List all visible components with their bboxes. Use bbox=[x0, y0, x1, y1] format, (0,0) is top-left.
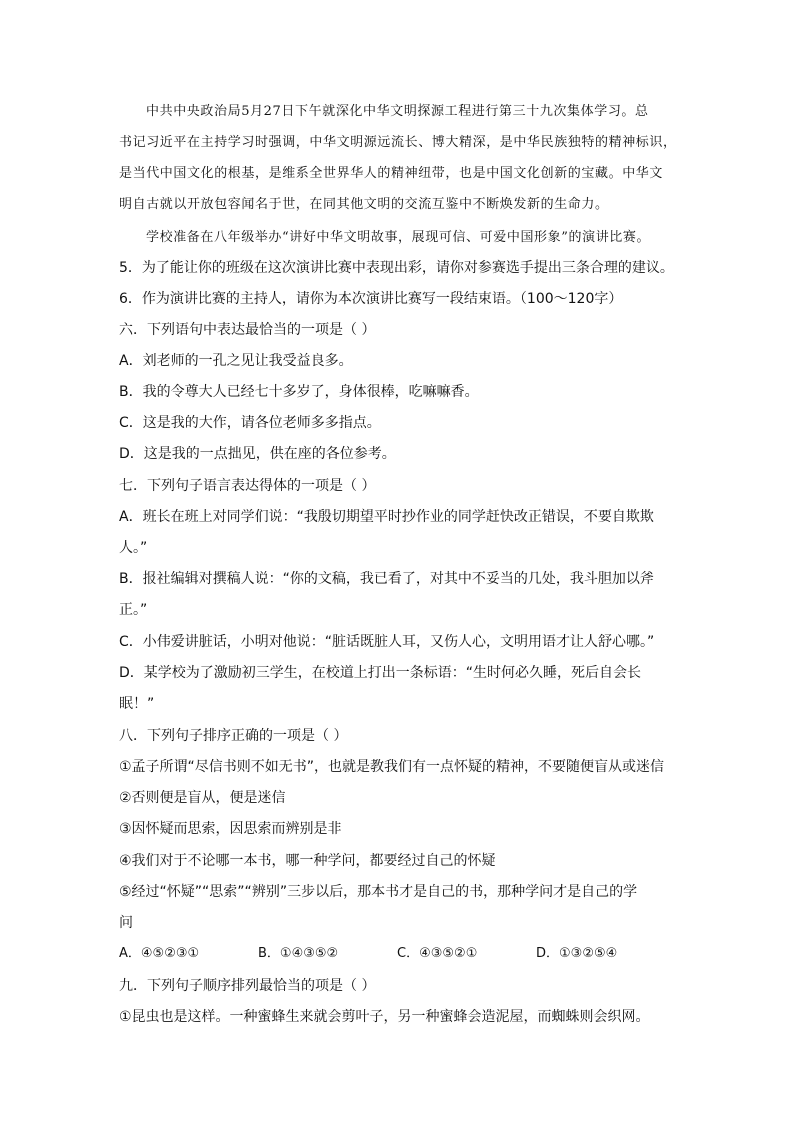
section-8-sentence-1: ①孟子所谓“尽信书则不如无书”，也就是教我们有一点怀疑的精神，不要随便盲从或迷信 bbox=[119, 759, 665, 775]
section-9-title: 九．下列句子顺序排列最恰当的项是（ ） bbox=[119, 978, 376, 994]
question-6: 6．作为演讲比赛的主持人，请你为本次演讲比赛写一段结束语。（100～120字） bbox=[119, 291, 623, 307]
section-8-sentence-5: ⑤经过“怀疑”“思索”“辨别”三步以后，那本书才是自己的书，那种学问才是自己的学 bbox=[119, 884, 638, 900]
section-7-option-b: B．报社编辑对撰稿人说：“你的文稿，我已看了，对其中不妥当的几处，我斗胆加以斧 bbox=[119, 571, 654, 587]
section-7-option-c: C．小伟爱讲脏话，小明对他说：“脏话既脏人耳，又伤人心，文明用语才让人舒心哪。” bbox=[119, 634, 655, 650]
question-5: 5．为了能让你的班级在这次演讲比赛中表现出彩，请你对参赛选手提出三条合理的建议。 bbox=[119, 260, 674, 276]
section-8-sentence-4: ④我们对于不论哪一本书，哪一种学问，都要经过自己的怀疑 bbox=[119, 853, 496, 869]
section-6-option-d: D．这是我的一点拙见，供在座的各位参考。 bbox=[119, 446, 396, 462]
section-8-option-d: D．①③②⑤④ bbox=[536, 946, 618, 961]
section-6-option-a: A．刘老师的一孔之见让我受益良多。 bbox=[119, 353, 353, 369]
passage-line-3: 是当代中国文化的根基，是维系全世界华人的精神纽带，也是中国文化创新的宝藏。中华文 bbox=[119, 166, 664, 181]
section-7-option-a: A．班长在班上对同学们说：“我殷切期望平时抄作业的同学赶快改正错误，不要自欺欺 bbox=[119, 509, 654, 525]
section-9-sentence-1: ①昆虫也是这样。一种蜜蜂生来就会剪叶子，另一种蜜蜂会造泥屋，而蜘蛛则会织网。 bbox=[119, 1009, 650, 1025]
passage-paragraph-2: 学校准备在八年级举办“讲好中华文明故事，展现可信、可爱中国形象”的演讲比赛。 bbox=[146, 230, 651, 245]
section-7-option-b-cont: 正。” bbox=[119, 602, 148, 618]
section-8-title: 八．下列句子排序正确的一项是（ ） bbox=[119, 728, 348, 744]
passage-line-2: 书记习近平在主持学习时强调，中华文明源远流长、博大精深，是中华民族独特的精神标识， bbox=[119, 135, 677, 150]
section-8-option-c: C．④③⑤②① bbox=[397, 946, 478, 961]
section-8-sentence-3: ③因怀疑而思索，因思索而辨别是非 bbox=[119, 821, 342, 837]
section-7-option-d: D．某学校为了激励初三学生，在校道上打出一条标语：“生时何必久睡，死后自会长 bbox=[119, 665, 642, 681]
section-7-option-d-cont: 眠！” bbox=[119, 696, 155, 712]
passage-line-4: 明自古就以开放包容闻名于世，在同其他文明的交流互鉴中不断焕发新的生命力。 bbox=[119, 197, 609, 212]
section-8-sentence-5-cont: 问 bbox=[119, 915, 133, 931]
section-7-title: 七．下列句子语言表达得体的一项是（ ） bbox=[119, 478, 376, 494]
section-8-option-a: A．④⑤②③① bbox=[119, 946, 200, 961]
section-7-option-a-cont: 人。” bbox=[119, 540, 148, 556]
section-8-option-b: B．①④③⑤② bbox=[258, 946, 339, 961]
passage-line-1: 中共中央政治局5月27日下午就深化中华文明探源工程进行第三十九次集体学习。总 bbox=[146, 104, 649, 119]
section-6-option-c: C．这是我的大作，请各位老师多多指点。 bbox=[119, 415, 381, 431]
section-6-title: 六．下列语句中表达最恰当的一项是（ ） bbox=[119, 322, 376, 338]
section-6-option-b: B．我的令尊大人已经七十多岁了，身体很棒，吃嘛嘛香。 bbox=[119, 384, 479, 400]
section-8-sentence-2: ②否则便是盲从，便是迷信 bbox=[119, 790, 286, 806]
